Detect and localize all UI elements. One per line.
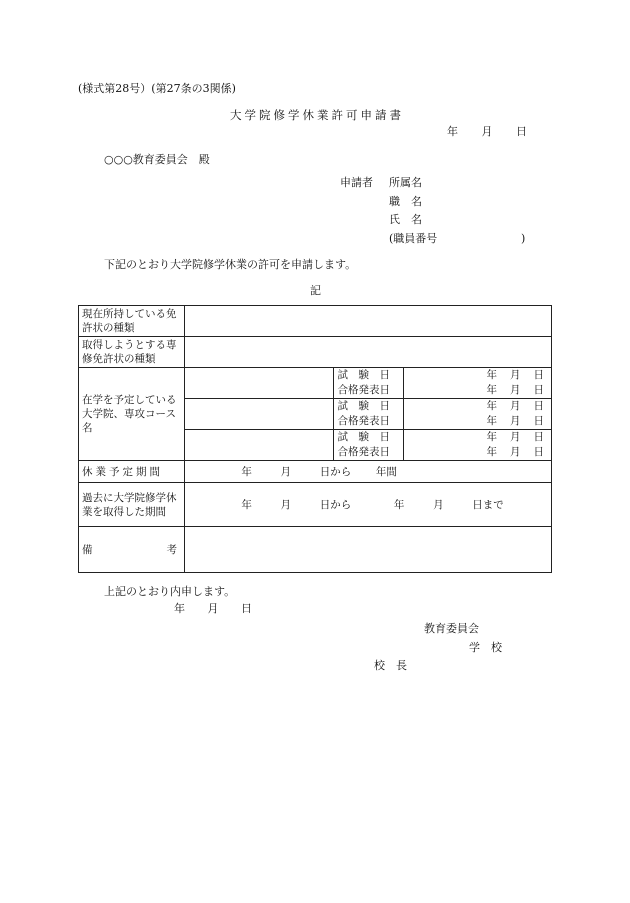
applicant-role: 申請者 (340, 176, 373, 189)
row-leave-period (79, 461, 552, 483)
current-license-label: 現在所持している免許状の種類 (79, 306, 185, 337)
row-remarks (79, 527, 552, 573)
date-month: 月 (481, 125, 493, 138)
addressee: ○○○教育委員会 殿 (104, 153, 210, 166)
past-leave-field[interactable]: 年 月 日から 年 月 日まで (185, 483, 552, 527)
endorsement-year: 年 (174, 602, 185, 615)
exam-label-1: 試 験 日 (333, 368, 403, 383)
target-license-field[interactable] (185, 337, 552, 368)
row-target-license (79, 337, 552, 368)
staff-number-label: (職員番号 (389, 232, 438, 245)
past-leave-label: 過去に大学院修学休業を取得した期間 (79, 483, 185, 527)
board-label: 教育委員会 (424, 622, 479, 635)
school-field-3[interactable] (185, 429, 333, 460)
leave-period-label: 休業予定期間 (79, 461, 185, 483)
row-past-leave (79, 483, 552, 527)
pass-label-2: 合格発表日 (333, 414, 403, 430)
ki-heading: 記 (310, 284, 321, 297)
position-label: 職 名 (389, 195, 422, 208)
exam-date-1[interactable]: 年 月 日 (486, 369, 544, 382)
exam-label-2: 試 験 日 (333, 398, 403, 414)
endorsement-date (174, 602, 252, 616)
school-label: 学 校 (469, 641, 502, 654)
remarks-field[interactable] (185, 527, 552, 573)
intro-text: 下記のとおり大学院修学休業の許可を申請します。 (104, 258, 357, 271)
row-current-license (79, 306, 552, 337)
form-number: (様式第28号）(第27条の3関係) (78, 82, 236, 95)
leave-period-field[interactable]: 年 月 日から 年間 (185, 461, 552, 483)
date-year: 年 (447, 125, 458, 138)
row-graduate-school (79, 368, 552, 461)
pass-date-3[interactable]: 年 月 日 (486, 446, 544, 459)
school-field-2[interactable] (185, 398, 333, 429)
pass-label-1: 合格発表日 (333, 383, 403, 399)
remarks-label: 備 考 (79, 527, 185, 573)
target-license-label: 取得しようとする専修免許状の種類 (79, 337, 185, 368)
pass-date-1[interactable]: 年 月 日 (403, 383, 551, 399)
name-label: 氏 名 (389, 213, 422, 226)
exam-label-3: 試 験 日 (333, 429, 403, 445)
pass-label-3: 合格発表日 (333, 445, 403, 460)
affiliation-label: 所属名 (389, 176, 422, 189)
endorsement-statement: 上記のとおり内申します。 (104, 585, 236, 598)
endorsement-day: 日 (241, 602, 252, 615)
exam-date-2[interactable]: 年 月 日 (486, 400, 544, 413)
staff-number-close: ) (521, 232, 526, 245)
exam-date-3[interactable]: 年 月 日 (486, 431, 544, 444)
exam-schedule-table (185, 368, 551, 460)
application-table (78, 305, 552, 573)
school-field-1[interactable] (185, 368, 333, 398)
graduate-school-label: 在学を予定している大学院、専攻コース名 (79, 368, 185, 461)
application-date (447, 125, 527, 139)
page-title: 大学院修学休業許可申請書 (230, 108, 404, 122)
pass-date-2[interactable]: 年 月 日 (403, 414, 551, 430)
principal-label: 校 長 (374, 659, 407, 672)
endorsement-month: 月 (207, 602, 219, 615)
current-license-field[interactable] (185, 306, 552, 337)
date-day: 日 (516, 125, 527, 138)
